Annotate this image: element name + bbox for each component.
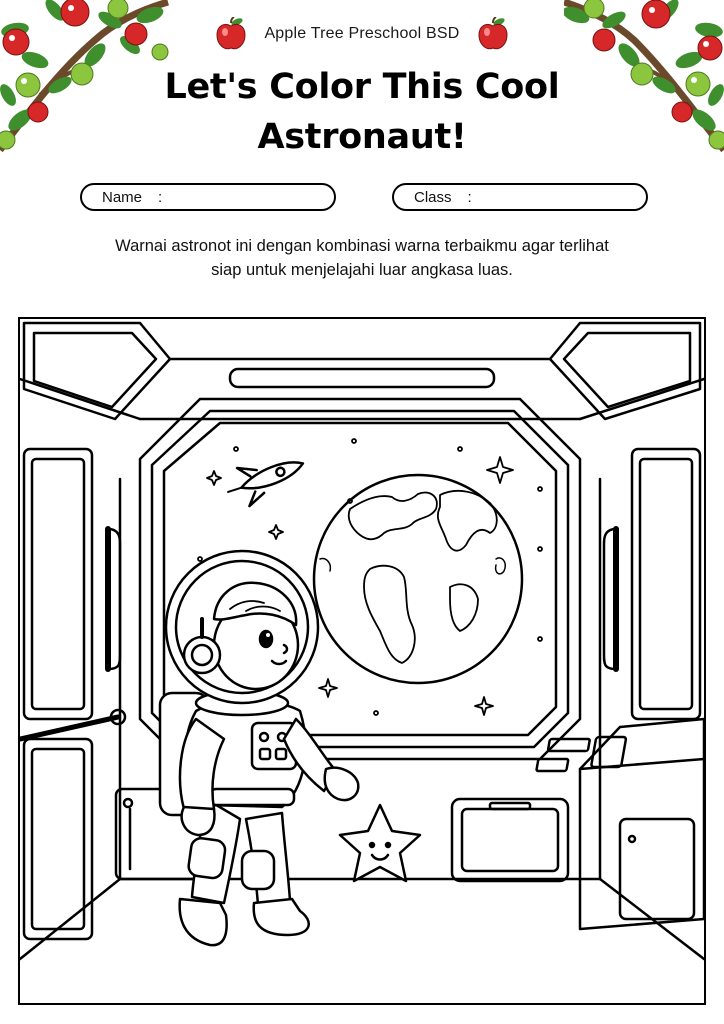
instructions — [40, 234, 684, 282]
name-separator: : — [158, 188, 163, 206]
class-separator: : — [467, 188, 472, 206]
apple-icon — [478, 17, 508, 51]
coloring-illustration — [18, 317, 706, 1005]
apple-icon — [216, 17, 246, 51]
class-label: Class — [414, 188, 452, 206]
title-line-1: Let's Color This Cool — [164, 67, 560, 107]
star-character — [340, 805, 420, 881]
title-line-2: Astronaut! — [257, 117, 467, 157]
name-field[interactable] — [80, 183, 336, 211]
control-panel — [536, 719, 704, 929]
earth-globe — [314, 475, 522, 683]
name-label: Name — [102, 188, 143, 206]
page-title — [0, 62, 724, 162]
class-field[interactable] — [392, 183, 648, 211]
rocket — [222, 448, 310, 511]
school-header — [0, 14, 724, 54]
school-name: Apple Tree Preschool BSD — [264, 25, 460, 42]
instructions-line-2: siap untuk menjelajahi luar angkasa luas. — [211, 261, 513, 279]
instructions-line-1: Warnai astronot ini dengan kombinasi warna terbaikmu agar terlihat — [115, 237, 609, 255]
